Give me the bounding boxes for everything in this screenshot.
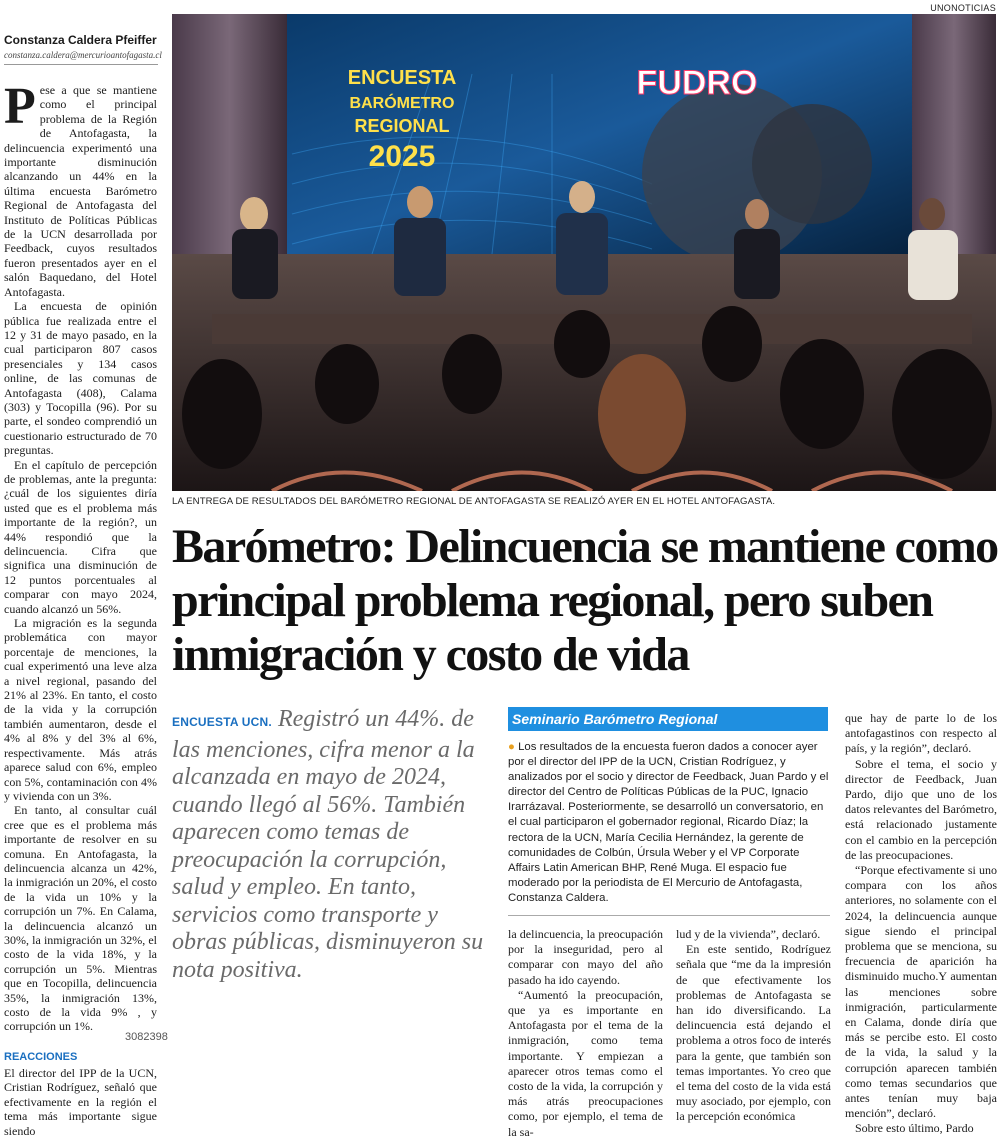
screen-text-1: ENCUESTA [347,67,457,89]
left-column-body [4,78,157,1034]
left-paragraph-4: La migración es la segunda problemática con mayor porcentaje de menciones, la cual experimentó una leve alza a nivel regional, pasando del 21% al 23%. En tanto, el costo de la vida y la corrupción también aumentaron, desde el 4% al 8% y del 3% al 6%, respectivamente. Más atrás aparece salud con 6%, empleo con 5%, contaminación con 4% y vivienda con un 3%. [4,616,157,803]
headline: Barómetro: Delincuencia se mantiene como principal problema regional, pero suben inmigración y costo de vida [172,520,998,681]
sidebar-box-text: Los resultados de la encuesta fueron dados a conocer ayer por el director del IPP de la UCN, Cristian Rodríguez, y analizados por el socio y director de Feedback, Juan Pardo y el director del Centro de Políticas Públicas de la PUC, Ignacio Irarrázaval. Posteriormente, se desarrolló un conversatorio, en el cual participaron el gobernador regional, Ricardo Díaz; la rectora de la UCN, María Cecilia Hernández, la gerente de comunidades de Colbún, Úrsula Weber y el VP Corporate Affairs Latin American BHP, René Muga. El espacio fue moderado por la periodista de El Mercurio de Antofagasta, Constanza Caldera. [508,741,829,904]
col-c-paragraph-4: Sobre esto último, Pardo [855,1121,974,1136]
sidebar-box-body [508,740,830,906]
section-subhead-reacciones: REACCIONES [4,1051,78,1063]
archive-stamp: 3082398 [125,1031,168,1043]
screen-text-2: BARÓMETRO [349,95,455,112]
photo-credit: UNONOTICIAS [930,3,996,13]
screen-text-3: REGIONAL [354,116,450,136]
left-paragraph-5: En tanto, al consultar cuál cree que es el problema más importante de resolver en su comuna. En Antofagasta, la delincuencia alcanza un 42%, la inmigración un 20%, el costo de la vida un 10% y la corrupción un 7%. En Calama, la delincuencia alcanzó un 30%, la inmigración un 32%, el costo de la vida 18%, y la corrupción un 5%. Mientras que en Tocopilla, delincuencia 35%, la inmigración 13%, costo de la vida 9% , y corrupción un 1%. [4,803,157,1034]
byline-author: Constanza Caldera Pfeiffer [4,33,157,47]
event-photo-illustration [172,14,996,491]
body-column-b [676,927,831,1125]
left-paragraph-1-text: ese a que se mantiene como el principal problema de la Región de Antofagasta, la delincuencia experimentó una importante disminución alcanzando un 44% en la última encuesta Barómetro Regional de Antofagasta del Instituto de Políticas Públicas de la UCN desarrollada por Feedback, cuyos resultados fueron presentados ayer en el salón Baquedano, del Hotel Antofagasta. [4,83,157,299]
body-column-a [508,927,663,1140]
byline-divider [4,64,158,65]
col-a-paragraph-1: la delincuencia, la preocupación por la inseguridad, pero al comparar con mayo del año pasado ha ido cayendo. [508,927,663,987]
bullet-icon: ● [508,741,515,753]
left-paragraph-2: La encuesta de opinión pública fue realizada entre el 12 y 31 de mayo pasado, en la cual participaron 807 casos presenciales y 134 casos online, de las comunas de Antofagasta (408), Calama (303) y Tocopilla (96). Por su parte, el sondeo comprendió un cuestionario estructurado de 70 preguntas. [4,299,157,458]
deck-kicker: ENCUESTA UCN. [172,715,272,729]
deck-text: Registró un 44%. de las menciones, cifra menor a la alcanzada en mayo de 2024, cuando llegó al 56%. También aparecen como temas de preocupación la corrupción, salud y empleo. En tanto, servicios como transporte y obras públicas, disminuyeron su nota positiva. [172,706,484,983]
col-a-paragraph-2: “Aumentó la preocupación, que ya es importante en Antofagasta por el tema de la inmigración, como tema importante. Y empiezan a aparecer otros temas como el costo de la vida, la corrupción y más atrás preocupaciones como, por ejemplo, el tema de la sa- [508,987,663,1139]
left-paragraph-6: El director del IPP de la UCN, Cristian Rodríguez, señaló que efectivamente en la región el tema más importante sigue siendo [4,1066,157,1138]
sidebar-box-divider [508,915,830,916]
sidebar-box-title: Seminario Barómetro Regional [508,707,828,731]
screen-logo: FUDRO [636,64,758,102]
col-c-paragraph-1: que hay de parte lo de los antofagastinos con respecto al país, y la región”, declaró. [845,711,997,756]
col-b-paragraph-1: lud y de la vivienda”, declaró. [676,927,821,941]
left-paragraph-1 [4,78,157,299]
screen-text-4: 2025 [368,140,436,173]
col-b-paragraph-2: En este sentido, Rodríguez señala que “me da la impresión de que efectivamente los problemas de Antofagasta se han ido diversificando. La delincuencia está dejando el problema a otros foco de interés para la gente, que también son temas importantes. Yo creo que el tema del costo de la vida está muy asociado, por ejemplo, con la percepción económica [676,942,831,1124]
event-photo [172,14,996,491]
lead-deck [172,706,492,984]
photo-caption: LA ENTREGA DE RESULTADOS DEL BARÓMETRO REGIONAL DE ANTOFAGASTA SE REALIZÓ AYER EN EL HOTEL ANTOFAGASTA. [172,496,776,507]
drop-cap: P [4,78,36,135]
col-c-paragraph-2: Sobre el tema, el socio y director de Feedback, Juan Pardo, dijo que uno de los datos relevantes del Barómetro, está relacionado justamente con el cambio en la percepción de las preocupaciones. [845,756,997,862]
left-paragraph-3: En el capítulo de percepción de problemas, ante la pregunta: ¿cuál de los siguientes diría usted que es el problema más importante de la región?, un 44% respondió que la delincuencia. Cifra que significa una disminución de 12 puntos porcentuales al comparar con mayo 2024, cuando alcanzó un 56%. [4,457,157,616]
col-c-paragraph-3: “Porque efectivamente si uno compara con los años anteriores, no solamente con el 2024, la delincuencia aunque sigue siendo el principal problema que se menciona, su frecuencia de aparición ha disminuido mucho.Y aumentan las menciones sobre inmigración, particularmente en Calama, donde diría que más se percibe esto. El costo de la vida, la salud y la corrupción aparecen también como temas secundarios que antes tenían muy baja mención”, declaró. [845,863,997,1121]
body-column-c [845,711,997,1137]
byline-email: constanza.caldera@mercurioantofagasta.cl [4,50,162,60]
left-column-reacciones [4,1066,157,1138]
